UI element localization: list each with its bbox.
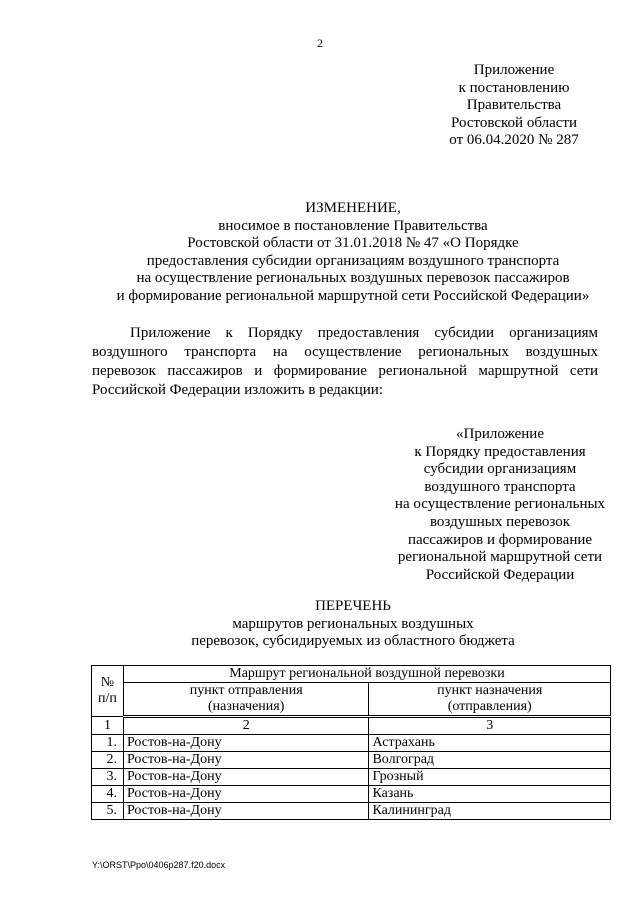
appendix-to-procedure bbox=[392, 426, 608, 584]
col-to-label: (отправления) bbox=[447, 699, 532, 714]
row-number: 1. bbox=[92, 735, 124, 752]
table-row bbox=[92, 752, 611, 769]
appendix2-line: на осуществление региональных bbox=[394, 496, 606, 513]
column-index-row bbox=[92, 717, 611, 735]
appendix-block bbox=[444, 62, 584, 150]
appendix2-line: «Приложение bbox=[455, 426, 544, 442]
departure-point: Ростов-на-Дону bbox=[123, 735, 368, 752]
row-number: 5. bbox=[92, 803, 124, 820]
index-cell: 2 bbox=[123, 717, 368, 735]
destination-point: Астрахань bbox=[369, 735, 611, 752]
destination-point: Грозный bbox=[369, 769, 611, 786]
row-number: 4. bbox=[92, 786, 124, 803]
document-title: ИЗМЕНЕНИЕ, bbox=[305, 200, 401, 216]
appendix2-line: Российской Федерации bbox=[425, 566, 575, 583]
table-row bbox=[92, 735, 611, 752]
row-number: 2. bbox=[92, 752, 124, 769]
departure-point: Ростов-на-Дону bbox=[123, 752, 368, 769]
table-row bbox=[92, 786, 611, 803]
route-group-header: Маршрут региональной воздушной перевозки bbox=[123, 666, 610, 683]
appendix-line: от 06.04.2020 № 287 bbox=[449, 132, 579, 148]
appendix-line: Ростовской области bbox=[451, 114, 577, 131]
appendix2-line: к Порядку предоставления bbox=[414, 443, 586, 460]
col-num-label: № bbox=[100, 675, 115, 690]
table-row bbox=[92, 803, 611, 820]
document-header bbox=[0, 200, 640, 305]
table-header-row bbox=[92, 666, 611, 683]
list-subtitle-line: маршрутов региональных воздушных bbox=[232, 615, 474, 632]
header-line: Ростовской области от 31.01.2018 № 47 «О Порядке bbox=[187, 235, 519, 251]
list-title: ПЕРЕЧЕНЬ bbox=[315, 598, 391, 614]
departure-point: Ростов-на-Дону bbox=[123, 786, 368, 803]
col-to-header bbox=[369, 683, 611, 717]
file-path-footer: Y:\ORST\Ppo\0406p287.f20.docx bbox=[92, 860, 226, 870]
destination-point: Казань bbox=[369, 786, 611, 803]
col-from-label: (назначения) bbox=[208, 699, 285, 714]
appendix2-line: региональной маршрутной сети bbox=[397, 549, 603, 566]
col-from-label: пункт отправления bbox=[189, 683, 303, 698]
body-paragraph bbox=[92, 324, 598, 400]
list-heading bbox=[0, 598, 640, 651]
departure-point: Ростов-на-Дону bbox=[123, 803, 368, 820]
col-num-label: п/п bbox=[98, 691, 117, 706]
appendix2-line: воздушных перевозок bbox=[429, 513, 571, 530]
row-number: 3. bbox=[92, 769, 124, 786]
header-line: вносимое в постановление Правительства bbox=[218, 217, 488, 234]
col-num-header bbox=[92, 666, 124, 717]
appendix-line: к постановлению bbox=[458, 79, 570, 96]
page-number: 2 bbox=[317, 36, 323, 50]
appendix2-line: воздушного транспорта bbox=[424, 478, 576, 495]
appendix2-line: субсидии организациям bbox=[423, 461, 577, 478]
col-from-header bbox=[123, 683, 368, 717]
routes-table bbox=[91, 665, 611, 820]
destination-point: Волгоград bbox=[369, 752, 611, 769]
header-line: на осуществление региональных воздушных перевозок пассажиров bbox=[136, 270, 570, 286]
table-subheader-row bbox=[92, 683, 611, 717]
appendix-line: Правительства bbox=[466, 97, 562, 113]
destination-point: Калининград bbox=[369, 803, 611, 820]
paragraph-text: Приложение к Порядку предоставления субсидии организациям воздушного транспорта на осуществление региональных воздушных перевозок пассажиров и формирование региональной маршрутной сети Российской Федерации изложить в редакции: bbox=[92, 325, 598, 398]
header-line: и формирование региональной маршрутной сети Российской Федерации» bbox=[116, 287, 590, 304]
list-subtitle-line: перевозок, субсидируемых из областного бюджета bbox=[191, 633, 515, 649]
header-line: предоставления субсидии организациям воздушного транспорта bbox=[146, 252, 560, 269]
col-to-label: пункт назначения bbox=[437, 683, 543, 698]
index-cell: 3 bbox=[369, 717, 611, 735]
index-cell: 1 bbox=[92, 717, 124, 735]
appendix2-line: пассажиров и формирование bbox=[407, 531, 593, 548]
appendix-line: Приложение bbox=[473, 62, 555, 78]
departure-point: Ростов-на-Дону bbox=[123, 769, 368, 786]
table-row bbox=[92, 769, 611, 786]
